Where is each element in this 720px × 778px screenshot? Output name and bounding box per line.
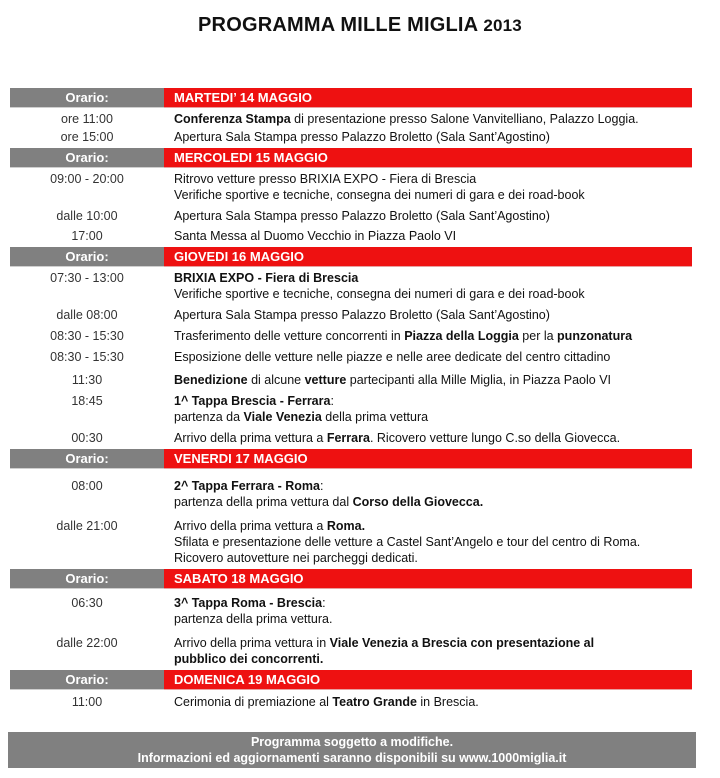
title-year: 2013 <box>483 16 522 35</box>
schedule-table <box>10 88 692 710</box>
event-line <box>174 595 692 611</box>
event-line <box>174 208 692 224</box>
event-time: dalle 22:00 <box>56 636 118 650</box>
event-text-bold: Corso della Giovecca. <box>352 495 484 509</box>
event-text-bold: 1^ Tappa Brescia - Ferrara <box>174 394 331 408</box>
event-time: 06:30 <box>71 596 103 610</box>
event-row <box>10 388 692 425</box>
event-text-bold: BRIXIA EXPO - Fiera di Brescia <box>174 271 359 285</box>
event-description <box>164 372 692 388</box>
event-text: Ricovero autovetture nei parcheggi dedicati. <box>174 551 418 565</box>
event-text-bold: Piazza della Loggia <box>404 329 519 343</box>
schedule-label: Orario: <box>10 247 164 267</box>
schedule-label: Orario: <box>10 670 164 690</box>
footer-notice <box>8 732 696 768</box>
event-text-bold: 3^ Tappa Roma - Brescia <box>174 596 323 610</box>
day-title: DOMENICA 19 MAGGIO <box>164 670 692 690</box>
event-time: 08:30 - 15:30 <box>50 350 124 364</box>
event-row <box>10 589 692 627</box>
event-text: : <box>330 394 334 408</box>
event-time: 18:45 <box>71 394 103 408</box>
event-row <box>10 267 692 302</box>
schedule-label: Orario: <box>10 148 164 168</box>
day-header <box>10 247 692 267</box>
day-header <box>10 670 692 690</box>
event-description <box>164 635 692 667</box>
event-text: Arrivo della prima vettura in <box>174 636 330 650</box>
event-text: Cerimonia di premiazione al <box>174 695 333 709</box>
event-text: di alcune <box>247 373 305 387</box>
event-line <box>174 328 692 344</box>
event-text-bold: Benedizione <box>174 373 248 387</box>
day-title: VENERDI 17 MAGGIO <box>164 449 692 469</box>
event-row <box>10 469 692 510</box>
day-title: GIOVEDI 16 MAGGIO <box>164 247 692 267</box>
event-line <box>174 409 692 425</box>
event-line <box>174 494 692 510</box>
event-text: : <box>320 479 324 493</box>
event-description <box>164 307 692 323</box>
title-main: PROGRAMMA MILLE MIGLIA <box>198 14 478 36</box>
event-time: 09:00 - 20:00 <box>50 172 124 186</box>
event-line <box>174 307 692 323</box>
event-text: Santa Messa al Duomo Vecchio in Piazza Paolo VI <box>174 229 457 243</box>
day-title: SABATO 18 MAGGIO <box>164 569 692 589</box>
event-row <box>10 203 692 224</box>
event-line <box>174 270 692 286</box>
event-text-bold: Viale Venezia <box>243 410 322 424</box>
event-line <box>174 129 692 145</box>
event-row <box>10 108 692 127</box>
event-line <box>174 228 692 244</box>
day-header <box>10 449 692 469</box>
event-line <box>174 694 692 710</box>
event-description <box>164 349 692 365</box>
event-line <box>174 393 692 409</box>
event-time: 08:30 - 15:30 <box>50 329 124 343</box>
event-row <box>10 425 692 446</box>
footer-line-1: Programma soggetto a modifiche. <box>250 735 454 749</box>
event-description <box>164 208 692 224</box>
event-line <box>174 372 692 388</box>
event-text: in Brescia. <box>416 695 479 709</box>
event-text: Apertura Sala Stampa presso Palazzo Broletto (Sala Sant’Agostino) <box>174 209 550 223</box>
event-text-bold: 2^ Tappa Ferrara - Roma <box>174 479 321 493</box>
event-line <box>174 611 692 627</box>
event-time: 08:00 <box>71 479 103 493</box>
event-text-bold: Teatro Grande <box>332 695 417 709</box>
day-header <box>10 88 692 108</box>
event-description <box>164 430 692 446</box>
event-description <box>164 111 692 127</box>
event-text: Apertura Sala Stampa presso Palazzo Broletto (Sala Sant’Agostino) <box>174 130 550 144</box>
event-description <box>164 518 692 566</box>
event-line <box>174 651 692 667</box>
event-text-bold: vetture <box>304 373 347 387</box>
event-time: dalle 08:00 <box>56 308 118 322</box>
event-row <box>10 365 692 388</box>
schedule-label: Orario: <box>10 449 164 469</box>
event-time: dalle 21:00 <box>56 519 118 533</box>
event-description <box>164 595 692 627</box>
day-title: MARTEDI’ 14 MAGGIO <box>164 88 692 108</box>
event-line <box>174 550 692 566</box>
event-text: Verifiche sportive e tecniche, consegna dei numeri di gara e dei road-book <box>174 287 585 301</box>
event-line <box>174 187 692 203</box>
event-description <box>164 393 692 425</box>
event-line <box>174 478 692 494</box>
event-text: di presentazione presso Salone Vanvitelliano, Palazzo Loggia. <box>290 112 639 126</box>
event-line <box>174 286 692 302</box>
page-title <box>0 14 720 37</box>
event-text-bold: Ferrara <box>326 431 370 445</box>
event-row <box>10 127 692 145</box>
event-text: partecipanti alla Mille Miglia, in Piazza Paolo VI <box>346 373 612 387</box>
event-row <box>10 302 692 323</box>
event-line <box>174 518 692 534</box>
schedule-label: Orario: <box>10 569 164 589</box>
day-header <box>10 148 692 168</box>
event-description <box>164 270 692 302</box>
event-row <box>10 168 692 203</box>
event-time: 11:00 <box>71 695 103 709</box>
event-time: 11:30 <box>71 373 103 387</box>
event-description <box>164 328 692 344</box>
event-line <box>174 430 692 446</box>
event-line <box>174 534 692 550</box>
event-text: per la <box>518 329 558 343</box>
event-time: 17:00 <box>71 229 103 243</box>
event-time: dalle 10:00 <box>56 209 118 223</box>
event-line <box>174 171 692 187</box>
event-line <box>174 111 692 127</box>
event-description <box>164 129 692 145</box>
event-description <box>164 171 692 203</box>
event-text-bold: punzonatura <box>557 329 633 343</box>
event-text: Verifiche sportive e tecniche, consegna dei numeri di gara e dei road-book <box>174 188 585 202</box>
event-description <box>164 694 692 710</box>
event-text: Esposizione delle vetture nelle piazze e nelle aree dedicate del centro cittadino <box>174 350 611 364</box>
event-text: partenza della prima vettura dal <box>174 495 353 509</box>
event-text: Ritrovo vetture presso BRIXIA EXPO - Fiera di Brescia <box>174 172 477 186</box>
day-header <box>10 569 692 589</box>
event-time: 00:30 <box>71 431 103 445</box>
event-line <box>174 635 692 651</box>
event-text-bold: Viale Venezia a Brescia con presentazione al <box>329 636 595 650</box>
event-description <box>164 478 692 510</box>
event-description <box>164 228 692 244</box>
event-row <box>10 323 692 344</box>
event-text-bold: Roma. <box>326 519 366 533</box>
event-text-bold: pubblico dei concorrenti. <box>174 652 324 666</box>
event-text: partenza da <box>174 410 244 424</box>
event-text: : <box>322 596 326 610</box>
event-text: Arrivo della prima vettura a <box>174 519 327 533</box>
event-text: Apertura Sala Stampa presso Palazzo Broletto (Sala Sant’Agostino) <box>174 308 550 322</box>
event-row <box>10 224 692 244</box>
event-row <box>10 344 692 365</box>
schedule-label: Orario: <box>10 88 164 108</box>
event-text: Trasferimento delle vetture concorrenti in <box>174 329 405 343</box>
event-text: . Ricovero vetture lungo C.so della Giovecca. <box>369 431 621 445</box>
day-title: MERCOLEDI 15 MAGGIO <box>164 148 692 168</box>
event-text: Sfilata e presentazione delle vetture a Castel Sant’Angelo e tour del centro di Roma. <box>174 535 641 549</box>
event-row <box>10 627 692 667</box>
event-text: partenza della prima vettura. <box>174 612 333 626</box>
event-text: della prima vettura <box>321 410 429 424</box>
event-time: 07:30 - 13:00 <box>50 271 124 285</box>
footer-line-2: Informazioni ed aggiornamenti saranno disponibili su www.1000miglia.it <box>137 751 567 765</box>
event-row <box>10 510 692 566</box>
event-line <box>174 349 692 365</box>
event-time: ore 11:00 <box>61 112 113 126</box>
event-time: ore 15:00 <box>60 130 114 144</box>
event-text-bold: Conferenza Stampa <box>174 112 291 126</box>
event-row <box>10 690 692 710</box>
event-text: Arrivo della prima vettura a <box>174 431 327 445</box>
